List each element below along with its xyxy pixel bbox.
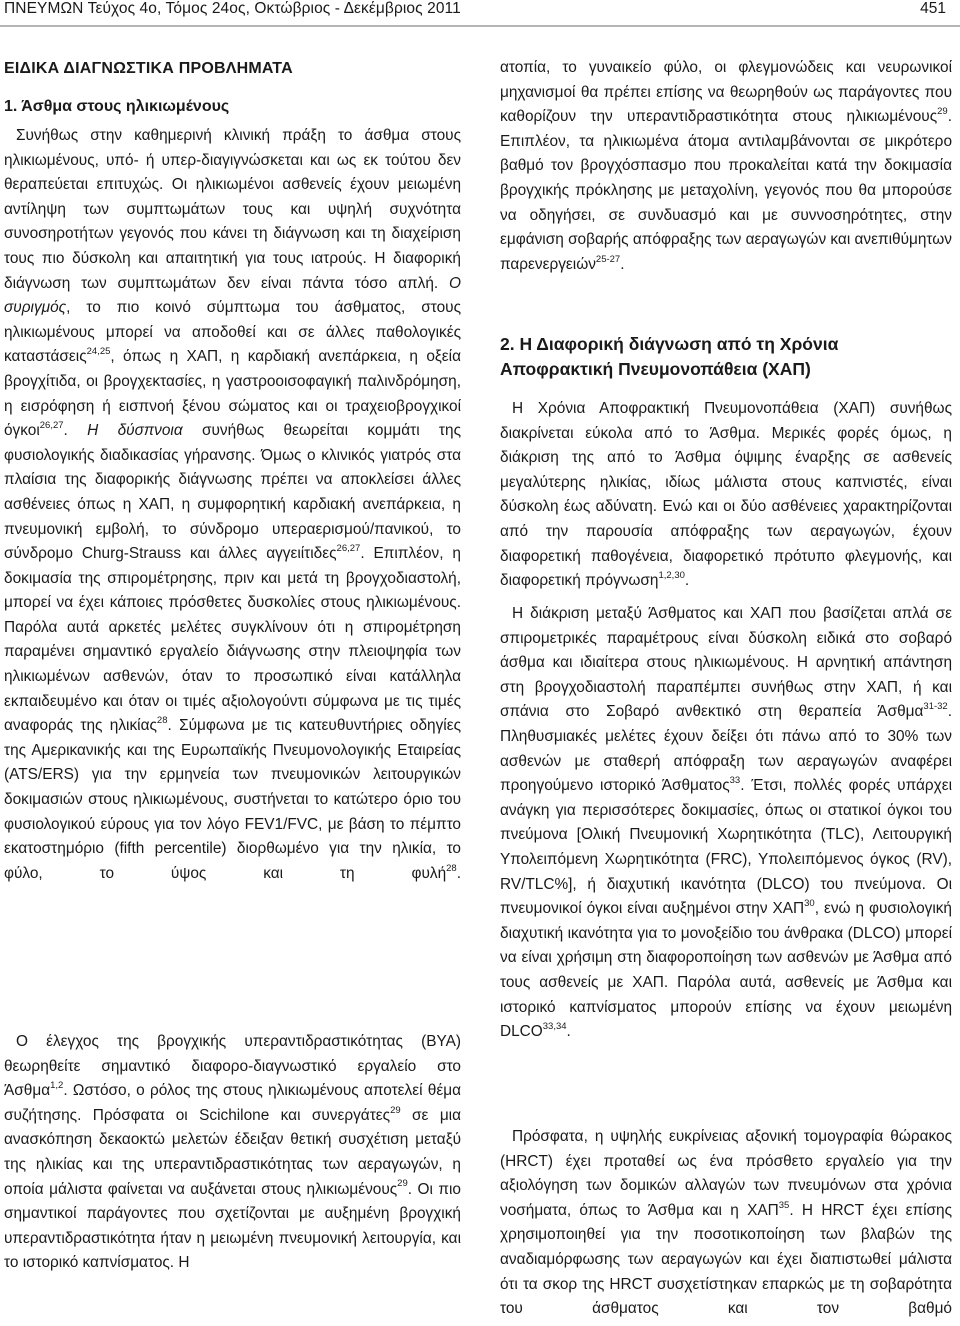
text-run: . — [566, 1023, 571, 1041]
citation: 33 — [729, 775, 741, 787]
citation: 24,25 — [86, 346, 111, 358]
text-run: , το πιο κοινό σύμπτωμα του άσθματος, στους ηλικιωμένους μπορεί να αποδοθεί και σε άλλες παθολογικές καταστάσεις — [4, 299, 461, 366]
text-run: . Ωστόσο, ο ρόλος της στους ηλικιωμένους αποτελεί θέμα συζήτησης. Πρόσφατα οι Scichilone και συνεργάτες — [4, 1082, 461, 1124]
emphasis: Ο συριγμός — [4, 274, 461, 317]
citation: 25-27 — [595, 253, 621, 265]
text-run: . Η HRCT έχει επίσης χρησιμοποιηθεί για την ποσοτικοποίηση των βλαβών της αναδιαμόρφωσης των αεραγωγών και έχει διαπιστωθεί μάλιστα ότι τα σκορ της HRCT συσχετίστηκαν επαρκώς με τη σοβαρότητα του άσθματος και τον βαθμό — [500, 1201, 952, 1318]
citation: 1,2,30 — [658, 570, 685, 582]
text-run: Η Χρόνια Αποφρακτική Πνευμονοπάθεια (ΧΑΠ) συνήθως διακρίνεται εύκολα από το Άσθμα. Μερικές φορές όμως, η διάκριση της από το Άσθμα όψιμης έναρξης σε ασθενείς μεγαλύτερης ηλικίας, ιδίως μάλιστα στους καπνιστές, είναι δύσκολη έως αδύνατη. Ενώ και οι δύο ασθένειες χαρακτηρίζονται από την παρουσία απόφραξης των αεραγωγών, έχουν διαφορετική παθογένεια, διαφορετικό πρότυπο φλεγμονής, και διαφορετική πρόγνωση — [500, 400, 952, 590]
paragraph-left-1 — [4, 124, 461, 886]
citation: 35 — [778, 1199, 790, 1211]
text-run: . Επιπλέον, τα ηλικιωμένα άτομα αντιλαμβάνονται σε μικρότερο βαθμό τον βρογχόσπασμο που προκαλείται κατά την δοκιμασία βρογχικής πρόκλησης με μεταχολίνη, γεγονός που θα μπορούσε να οδηγήσει, σε συνδυασμό και με συννοσηρότητες, στην εμφάνιση σοβαρής απόφραξης των αεραγωγών και ανεπιθύμητων παρενεργειών — [500, 108, 952, 273]
heading-copd: 2. Η Διαφορική διάγνωση από τη Χρόνια Αποφρακτική Πνευμονοπάθεια (ΧΑΠ) — [500, 334, 839, 379]
citation: 1,2 — [50, 1080, 64, 1092]
text-run: Συνήθως στην καθημερινή κλινική πράξη το άσθμα στους ηλικιωμένους, υπό- ή υπερ-διαγιγνώσκεται και ως εκ τούτου δεν θεραπεύεται επιτυχώς. Οι ηλικιωμένοι ασθενείς έχουν μειωμένη αντίληψη των συμπτωμάτων τους και υψηλή συχνότητα συνοσηροτήτων γεγονός που κάνει τη διάγνωση και τη διαχείριση τους πιο δύσκολη και απαιτητική για τους ιατρούς. Η διαφορική διάγνωση των συμπτωμάτων δεν είναι πάντα τόσο απλή. — [4, 127, 461, 292]
text-run: συνήθως θεωρείται κομμάτι της φυσιολογικής διαδικασίας γήρανσης. Όμως ο κλινικός γιατρός στα πλαίσια της διαφορικής διάγνωσης πρέπει να αποκλείσει άλλες ασθένειες όπως η ΧΑΠ, η συμφορητική καρδιακή ανεπάρκεια, η πνευμονική εμβολή, το σύνδρομο υπεραερισμού/πανικού, το σύνδρομο Churg-Strauss και άλλες αγγειίτιδες — [4, 422, 461, 563]
text-run: . — [456, 864, 461, 882]
journal-title: ΠΝΕΥΜΩΝ Τεύχος 4ο, Τόμος 24ος, Οκτώβριος - Δεκέμβριος 2011 — [4, 0, 461, 17]
text-run: Ο έλεγχος της βρογχικής υπεραντιδραστικότητας (ΒΥΑ) θεωρηθείτε σημαντικό διαφορο-διαγνωστικό εργαλείο στο Άσθμα — [4, 1033, 461, 1100]
text-run: , όπως η ΧΑΠ, η καρδιακή ανεπάρκεια, η οξεία βρογχίτιδα, οι βρογχεκτασίες, η γαστροοισοφαγική παλινδρόμηση, η εισρόφηση ή εισπνοή ξένου σώματος και οι τραχειοβρογχικοί όγκοι — [4, 348, 461, 440]
header-rule — [0, 25, 960, 27]
citation: 29 — [397, 1178, 408, 1190]
citation: 26,27 — [39, 420, 64, 431]
text-run: σε μια ανασκόπηση δεκαοκτώ μελετών έδειξαν θετική συσχέτιση μεταξύ της ηλικίας και της υπεραντιδραστικότητας των αεραγωγών, η οποία μάλιστα φαίνεται να αυξάνεται στους ηλικιωμένους — [4, 1106, 461, 1198]
citation: 26,27 — [336, 542, 361, 554]
text-run: , ενώ η φυσιολογική διαχυτική ικανότητα για το μονοξείδιο του άνθρακα (DLCO) μπορεί να είναι χρήσιμη στη διαφοροποίηση των ασθενών με Άσθμα από τους ασθενείς με ΧΑΠ. Παρόλα αυτά, ασθενείς με Άσθμα και ιστορικό καπνίσματος μπορούν επίσης να έχουν μειωμένη DLCO — [500, 900, 952, 1041]
paragraph-left-2 — [4, 1030, 461, 1276]
text-run: . Σύμφωνα με τις κατευθυντήριες οδηγίες της Αμερικανικής και της Ευρωπαϊκής Πνευμονολογικής Εταιρείας (ATS/ERS) για την ερμηνεία των πνευμονικών λειτουργικών δοκιμασιών στους ηλικιωμένους, συστήνεται το κατώτερο όριο του φυσιολογικού εύρους για τον λόγο FEV1/FVC, με βάση το πέμπτο εκατοστημόριο (fifth percentile) διορθωμένο για την ηλικία, το φύλο, το ύψος και τη φυλή — [4, 717, 462, 882]
text-run: . — [684, 572, 690, 590]
citation: 30 — [804, 898, 815, 909]
text-run: . Επιπλέον, η δοκιμασία της σπιρομέτρησης, πριν και μετά τη βρογχοδιαστολή, μπορεί να έχει κάποιες πρόσθετες δυσκολίες στους ηλικιωμένους. Παρόλα αυτά αρκετές μελέτες συγκλίνουν ότι η σπιρομέτρηση παραμένει σημαντικό εργαλείο διάγνωσης στην πλειοψηφία των ηλικιωμένων ασθενών, όταν το προσωπικό είναι κατάλληλα εκπαιδευμένο και όταν οι τιμές αξιολογούντι σύμφωνα με τις τιμές αναφοράς της ηλικίας — [4, 545, 461, 735]
citation: 28 — [156, 715, 168, 727]
text-run: . — [620, 255, 625, 273]
running-header — [0, 0, 960, 24]
text-run: . Πληθυσμιακές μελέτες έχουν δείξει ότι πάνω από το 30% των ασθενών με σταθερή απόφραξη των αεραγωγών αναφέρει προηγούμενο ιστορικό Άσθματος — [500, 703, 952, 795]
paragraph-right-3 — [500, 602, 952, 1045]
page-number: 451 — [920, 0, 946, 17]
text-run: . — [63, 422, 88, 440]
section-title: ΕΙΔΙΚΑ ΔΙΑΓΝΩΣΤΙΚΑ ΠΡΟΒΛΗΜΑΤΑ — [4, 60, 293, 77]
paragraph-right-2 — [500, 397, 952, 594]
citation: 31-32 — [923, 701, 948, 713]
citation: 29 — [390, 1104, 401, 1116]
text-run: ατοπία, το γυναικείο φύλο, οι φλεγμονώδεις και νευρωνικοί μηχανισμοί θα πρέπει επίσης να θεωρηθούν ως παράγοντες που καθορίζουν την υπεραντιδραστικότητα στους ηλικιωμένους — [500, 59, 952, 126]
citation: 33,34 — [542, 1020, 567, 1032]
paragraph-right-1 — [500, 56, 952, 277]
citation: 29 — [937, 106, 948, 118]
subsection-title: 1. Άσθμα στους ηλικιωμένους — [4, 98, 230, 115]
citation: 28 — [446, 862, 457, 874]
emphasis: Η δύσπνοια — [87, 422, 183, 440]
text-run: . Οι πιο σημαντικοί παράγοντες που σχετίζονται με αυξημένη βρογχική υπεραντιδραστικότητα ήταν η μειωμένη πνευμονική λειτουργία, και το ιστορικό καπνίσματος. Η — [4, 1180, 461, 1272]
text-run: Πρόσφατα, η υψηλής ευκρίνειας αξονική τομογραφία θώρακος (HRCT) έχει προταθεί ως ένα πρόσθετο εργαλείο για την αξιολόγηση των δομικών αλλαγών των πνευμόνων στα χρόνια νοσήματα, όπως το Άσθμα και η ΧΑΠ — [500, 1128, 952, 1219]
text-run: Η διάκριση μεταξύ Άσθματος και ΧΑΠ που βασίζεται απλά σε σπιρομετρικές παραμέτρους είναι δύσκολη ειδικά στο σοβαρό άσθμα και ιδιαίτερα στους ηλικιωμένους. Η αρνητική απάντηση στη βρογχοδιαστολή παραπέμπει συνήθως στην ΧΑΠ, ή και σπάνια στο Σοβαρό ανθεκτικό στη θεραπεία Άσθμα — [500, 605, 952, 721]
paragraph-right-4 — [500, 1125, 952, 1322]
text-run: . Έτσι, πολλές φορές υπάρχει ανάγκη για περισσότερες δοκιμασίες, όπως οι στατικοί όγκοι του πνεύμονα [Ολική Πνευμονική Χωρητικότητα (TLC), Λειτουργική Υπολειπόμενη Χωρητικότητα (FRC), Υπολειπόμενος όγκος (RV), RV/TLC%], ή διαχυτική ικανότητα (DLCO) του πνεύμονα. Οι πνευμονικοί όγκοι είναι αυξημένοι στην ΧΑΠ — [500, 777, 952, 918]
